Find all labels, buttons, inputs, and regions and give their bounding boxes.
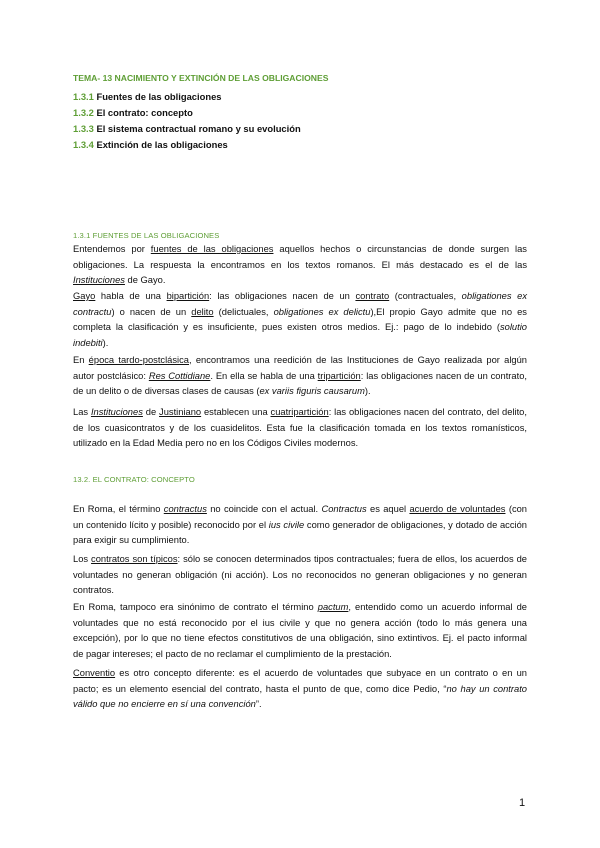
document-title: TEMA- 13 NACIMIENTO Y EXTINCIÓN DE LAS OBLIGACIONES	[73, 73, 329, 83]
paragraph-tripartición: En época tardo-postclásica, encontramos una reedición de las Instituciones de Gayo realizada por algún autor postclásico: Res Cottidiane. En ella se habla de una tripartición: las obligaciones nacen de un contrato, de un delito o de diversas clases de causas (ex variis figuris causarum).	[73, 355, 527, 397]
paragraph-cuatripartición: Las Instituciones de Justiniano establecen una cuatripartición: las obligaciones nacen del contrato, del delito, de los cuasicontratos y de los cuasidelitos. Esta fue la clasificación tomada en los textos romanísticos, utilizado en la Edad Media pero no en los Códigos Civiles modernos.	[73, 407, 527, 449]
paragraph-contratos-tipicos: Los contratos son típicos: sólo se conocen determinados tipos contractuales; fuera de ellos, los acuerdos de voluntades no generan obligación (ni acción). Los no reconocidos no generan obligaciones y no generan contratos.	[73, 554, 527, 596]
toc-item[interactable]: 1.3.1 Fuentes de las obligaciones	[73, 91, 222, 102]
paragraph-contractus: En Roma, el término contractus no coincide con el actual. Contractus es aquel acuerdo de voluntades (con un contenido lícito y posible) reconocido por el ius civile como generador de obligaciones, y dotado de acción para exigir su cumplimiento.	[73, 504, 528, 546]
page-number: 1	[519, 797, 526, 809]
section-heading-contrato: 13.2. EL CONTRATO: CONCEPTO	[73, 475, 195, 484]
paragraph-conventio: Conventio es otro concepto diferente: es el acuerdo de voluntades que subyace en un contrato o en un pacto; es un elemento esencial del contrato, hasta el punto de que, como dice Pedio, “no hay un contrato válido que no encierre en sí una convención”.	[73, 668, 528, 710]
paragraph-pactum: En Roma, tampoco era sinónimo de contrato el término pactum, entendido como un acuerdo informal de voluntades que no está reconocido por el ius civile y que no genera acción (todo lo más genera una excepción), por lo que no tiene efectos constitutivos de una obligación, sino extintivos. Ej. el pacto informal de pagar intereses; el pacto de no reclamar el cumplimiento de la prestación.	[73, 602, 527, 659]
table-of-contents	[73, 89, 301, 153]
toc-item[interactable]: 1.3.4 Extinción de las obligaciones	[73, 139, 228, 150]
toc-item[interactable]: 1.3.3 El sistema contractual romano y su evolución	[73, 123, 301, 134]
section-heading-fuentes: 1.3.1 FUENTES DE LAS OBLIGACIONES	[73, 231, 220, 240]
paragraph-gayo-biparticion: Gayo habla de una bipartición: las obligaciones nacen de un contrato (contractuales, obligationes ex contractu) o nacen de un delito (delictuales, obligationes ex delictu),El propio Gayo admite que no es completa la clasificación y es insuficiente, pues existen otros medios. Ej.: pago de lo indebido (solutio indebiti).	[73, 291, 528, 348]
toc-item[interactable]: 1.3.2 El contrato: concepto	[73, 107, 193, 118]
paragraph-fuentes-intro: Entendemos por fuentes de las obligaciones aquellos hechos o circunstancias de donde surgen las obligaciones. La respuesta la encontramos en los textos romanos. El más destacado es el de las Instituciones de Gayo.	[73, 244, 527, 286]
